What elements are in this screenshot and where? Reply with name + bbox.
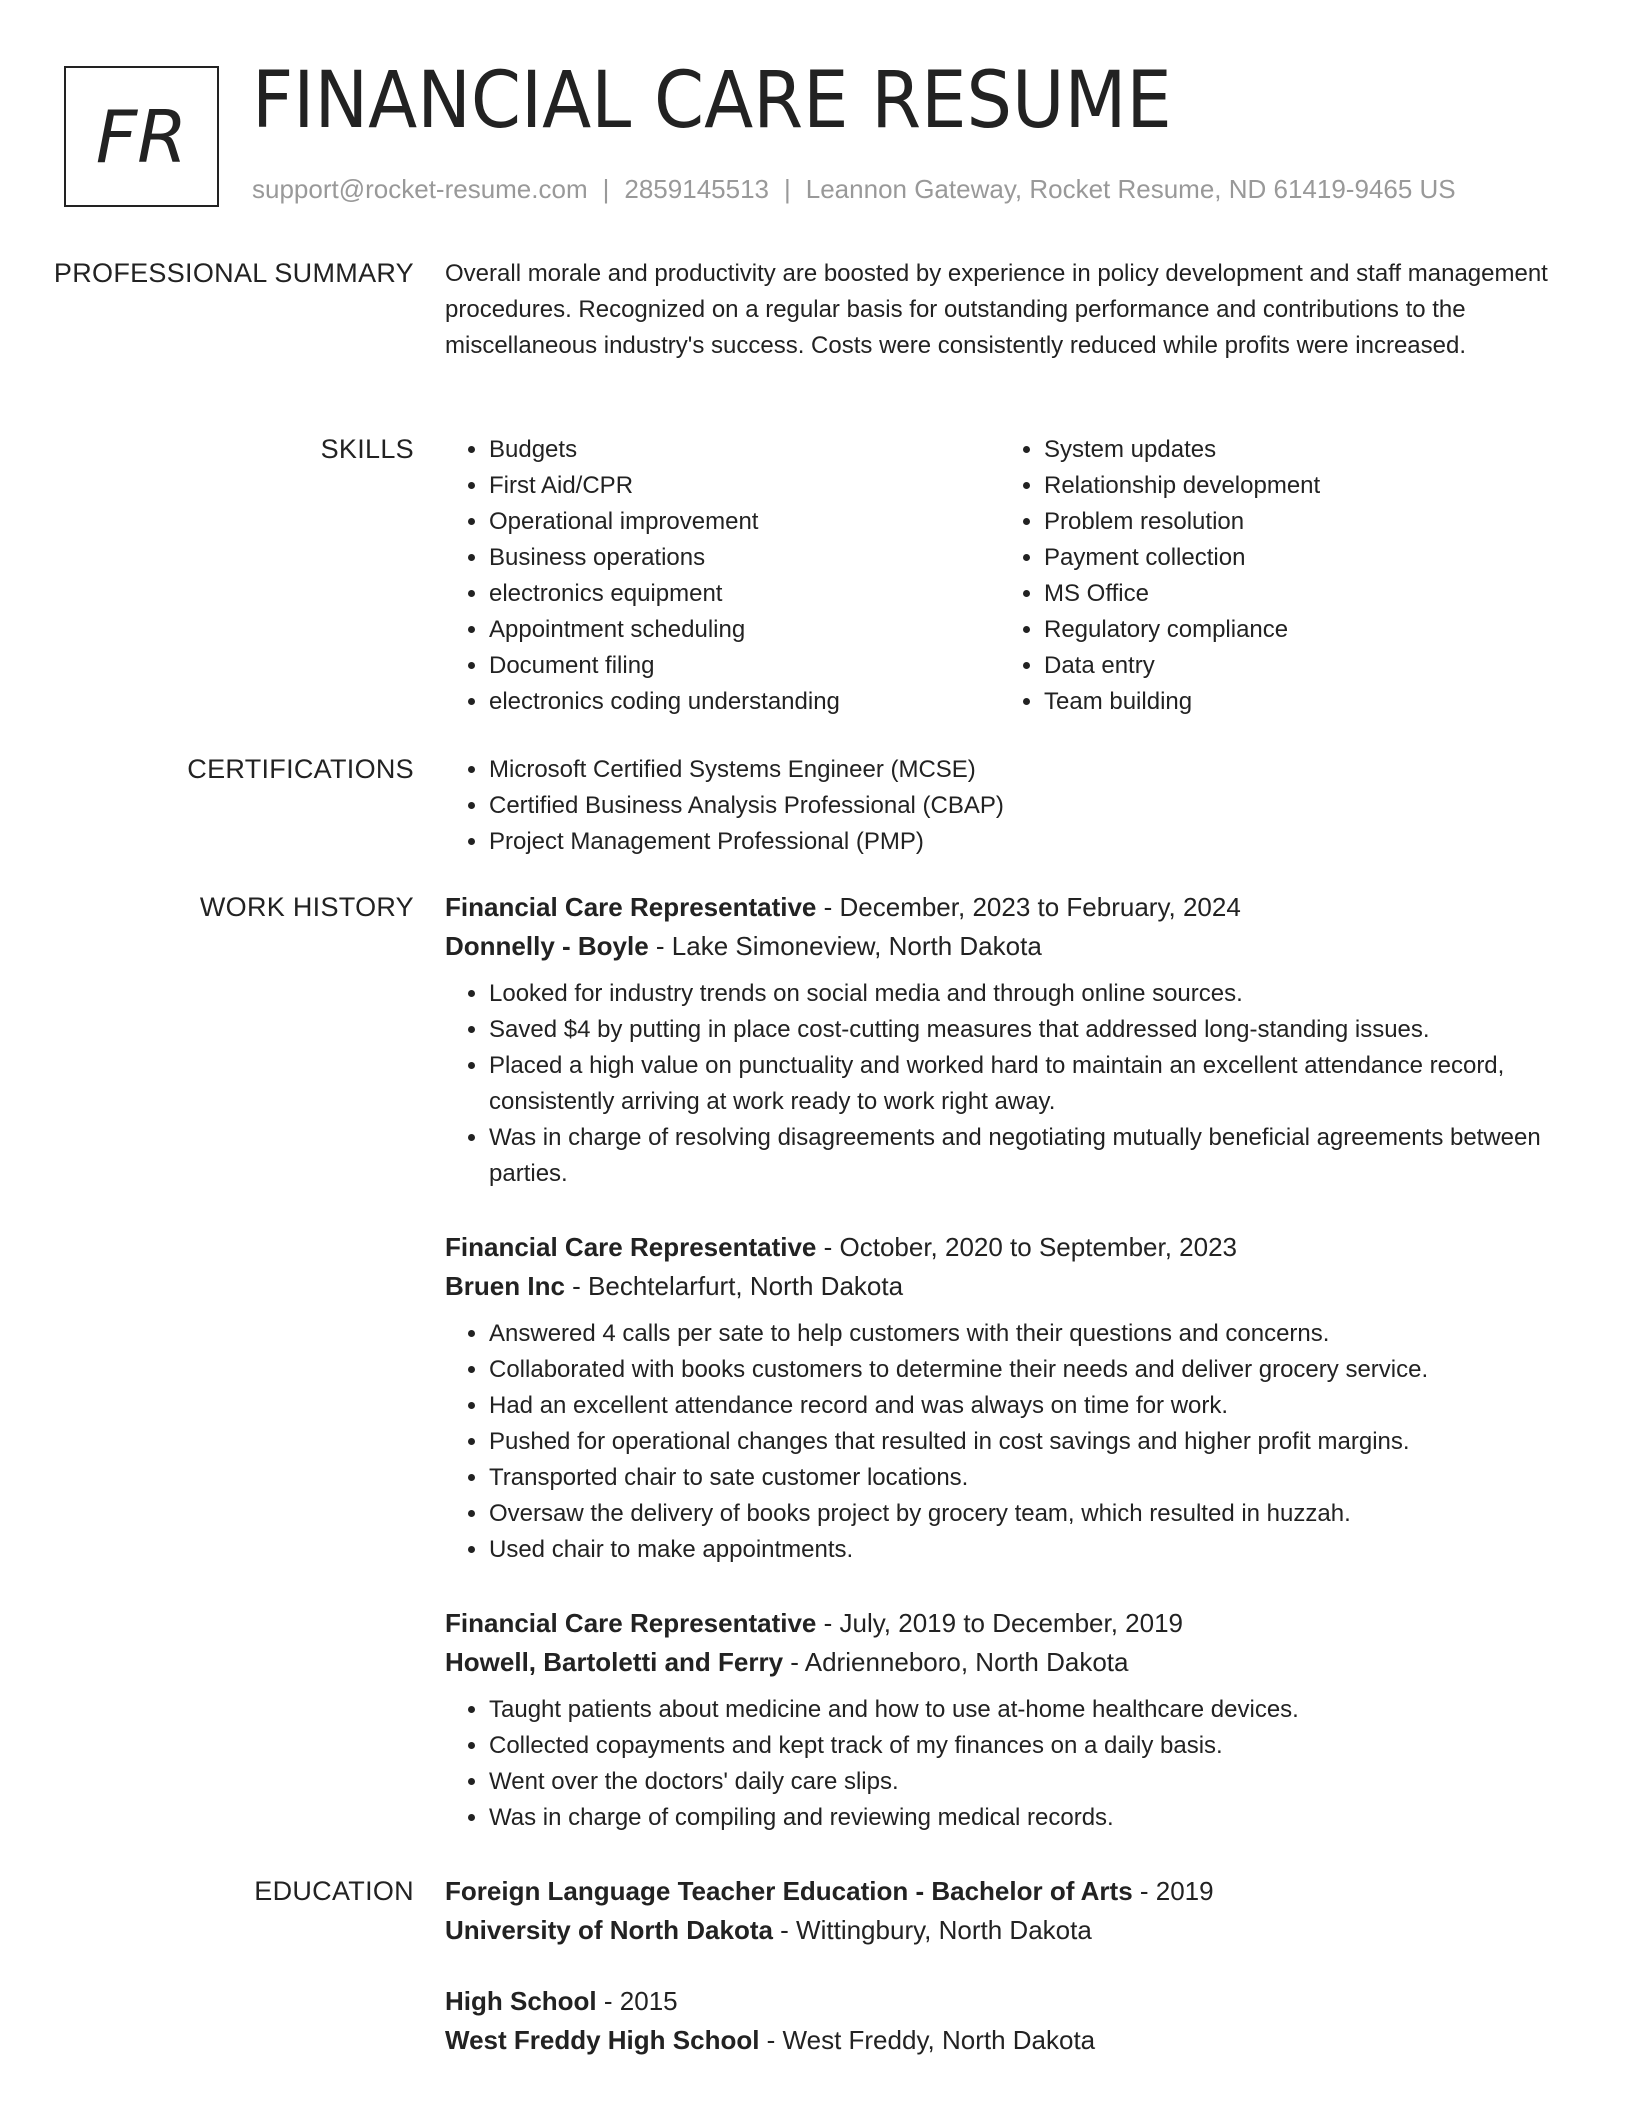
job-entry bbox=[445, 888, 1555, 1192]
job-dates: - December, 2023 to February, 2024 bbox=[816, 892, 1241, 922]
skill-item: • Regulatory compliance bbox=[1044, 612, 1555, 648]
job-bullet: • Used chair to make appointments. bbox=[489, 1532, 1555, 1568]
job-entry bbox=[445, 1228, 1555, 1568]
job-bullet: • Looked for industry trends on social media and through online sources. bbox=[489, 976, 1555, 1012]
job-company: Howell, Bartoletti and Ferry bbox=[445, 1647, 784, 1677]
skills-title: SKILLS bbox=[320, 434, 414, 464]
resume-title: FINANCIAL CARE RESUME bbox=[252, 56, 1172, 146]
contact-address: Leannon Gateway, Rocket Resume, ND 61419-9465 US bbox=[805, 174, 1456, 204]
education-heading bbox=[445, 1872, 1555, 1910]
job-dates: - July, 2019 to December, 2019 bbox=[816, 1608, 1184, 1638]
job-heading bbox=[445, 888, 1555, 926]
certification-item: • Certified Business Analysis Professional (CBAP) bbox=[489, 788, 1555, 824]
job-bullets bbox=[445, 1316, 1555, 1568]
education-school: University of North Dakota bbox=[445, 1915, 773, 1945]
education-school-line bbox=[445, 2020, 1555, 2060]
education-year: - 2015 bbox=[596, 1986, 678, 2016]
job-bullet: • Transported chair to sate customer locations. bbox=[489, 1460, 1555, 1496]
job-company: Bruen Inc bbox=[445, 1271, 565, 1301]
job-heading bbox=[445, 1604, 1555, 1642]
skill-item: • First Aid/CPR bbox=[489, 468, 1000, 504]
skill-item: • MS Office bbox=[1044, 576, 1555, 612]
job-bullet: • Placed a high value on punctuality and worked hard to maintain an excellent attendance record, consistently arriving at work ready to work right away. bbox=[489, 1048, 1555, 1120]
contact-separator: | bbox=[602, 174, 610, 204]
skill-item: • Problem resolution bbox=[1044, 504, 1555, 540]
job-bullet: • Was in charge of compiling and reviewing medical records. bbox=[489, 1800, 1555, 1836]
contact-separator: | bbox=[784, 174, 791, 204]
job-company-line bbox=[445, 1642, 1555, 1682]
job-bullets bbox=[445, 976, 1555, 1192]
education-location: - West Freddy, North Dakota bbox=[759, 2025, 1096, 2055]
skill-item: • Business operations bbox=[489, 540, 1000, 576]
contact-phone: 2859145513 bbox=[624, 174, 769, 204]
certifications-title: CERTIFICATIONS bbox=[187, 754, 414, 784]
summary-title: PROFESSIONAL SUMMARY bbox=[53, 258, 414, 288]
certification-item: • Microsoft Certified Systems Engineer (MCSE) bbox=[489, 752, 1555, 788]
certifications-body bbox=[445, 752, 1555, 860]
certification-item: • Project Management Professional (PMP) bbox=[489, 824, 1555, 860]
job-bullet: • Went over the doctors' daily care slips. bbox=[489, 1764, 1555, 1800]
monogram-badge bbox=[64, 66, 219, 207]
job-heading bbox=[445, 1228, 1555, 1266]
job-bullet: • Taught patients about medicine and how to use at-home healthcare devices. bbox=[489, 1692, 1555, 1728]
job-company: Donnelly - Boyle bbox=[445, 931, 649, 961]
work-title: WORK HISTORY bbox=[199, 892, 414, 922]
education-title: EDUCATION bbox=[254, 1876, 414, 1906]
job-entry bbox=[445, 1604, 1555, 1836]
job-role: Financial Care Representative bbox=[445, 892, 817, 922]
job-bullet: • Was in charge of resolving disagreements and negotiating mutually beneficial agreements between parties. bbox=[489, 1120, 1555, 1192]
job-bullet: • Had an excellent attendance record and was always on time for work. bbox=[489, 1388, 1555, 1424]
education-degree: High School bbox=[445, 1986, 597, 2016]
education-location: - Wittingbury, North Dakota bbox=[772, 1915, 1092, 1945]
monogram-text: FR bbox=[95, 94, 188, 179]
job-bullet: • Collected copayments and kept track of my finances on a daily basis. bbox=[489, 1728, 1555, 1764]
skills-columns bbox=[445, 432, 1555, 720]
contact-line bbox=[252, 174, 1456, 205]
job-bullet: • Oversaw the delivery of books project by grocery team, which resulted in huzzah. bbox=[489, 1496, 1555, 1532]
skill-item: • Budgets bbox=[489, 432, 1000, 468]
skills-list-left bbox=[445, 432, 1000, 720]
job-role: Financial Care Representative bbox=[445, 1232, 817, 1262]
skill-item: • Payment collection bbox=[1044, 540, 1555, 576]
job-company-line bbox=[445, 926, 1555, 966]
summary-text: Overall morale and productivity are boosted by experience in policy development and staff management procedures. Recognized on a regular basis for outstanding performance and contributions to the miscellaneous industry's success. Costs were consistently reduced while profits were increased. bbox=[445, 260, 1548, 359]
certifications-list bbox=[445, 752, 1555, 860]
skill-item: • Operational improvement bbox=[489, 504, 1000, 540]
education-year: - 2019 bbox=[1132, 1876, 1214, 1906]
skill-item: • System updates bbox=[1044, 432, 1555, 468]
job-bullet: • Answered 4 calls per sate to help customers with their questions and concerns. bbox=[489, 1316, 1555, 1352]
skill-item: • Document filing bbox=[489, 648, 1000, 684]
job-bullet: • Pushed for operational changes that resulted in cost savings and higher profit margins. bbox=[489, 1424, 1555, 1460]
skills-list-right bbox=[1000, 432, 1555, 720]
education-school-line bbox=[445, 1910, 1555, 1950]
job-company-line bbox=[445, 1266, 1555, 1306]
education-school: West Freddy High School bbox=[445, 2025, 760, 2055]
job-dates: - October, 2020 to September, 2023 bbox=[816, 1232, 1237, 1262]
skill-item: • Team building bbox=[1044, 684, 1555, 720]
skill-item: • Relationship development bbox=[1044, 468, 1555, 504]
education-entry bbox=[445, 1982, 1555, 2060]
skill-item: • Appointment scheduling bbox=[489, 612, 1000, 648]
education-degree: Foreign Language Teacher Education - Bachelor of Arts bbox=[445, 1876, 1133, 1906]
education-entry bbox=[445, 1872, 1555, 1950]
skill-item: • electronics coding understanding bbox=[489, 684, 1000, 720]
job-location: - Adrienneboro, North Dakota bbox=[783, 1647, 1129, 1677]
skill-item: • electronics equipment bbox=[489, 576, 1000, 612]
job-bullets bbox=[445, 1692, 1555, 1836]
skill-item: • Data entry bbox=[1044, 648, 1555, 684]
job-bullet: • Saved $4 by putting in place cost-cutting measures that addressed long-standing issues. bbox=[489, 1012, 1555, 1048]
education-heading bbox=[445, 1982, 1555, 2020]
job-location: - Bechtelarfurt, North Dakota bbox=[564, 1271, 904, 1301]
contact-email: support@rocket-resume.com bbox=[252, 174, 588, 204]
job-bullet: • Collaborated with books customers to determine their needs and deliver grocery service. bbox=[489, 1352, 1555, 1388]
job-role: Financial Care Representative bbox=[445, 1608, 817, 1638]
job-location: - Lake Simoneview, North Dakota bbox=[648, 931, 1042, 961]
